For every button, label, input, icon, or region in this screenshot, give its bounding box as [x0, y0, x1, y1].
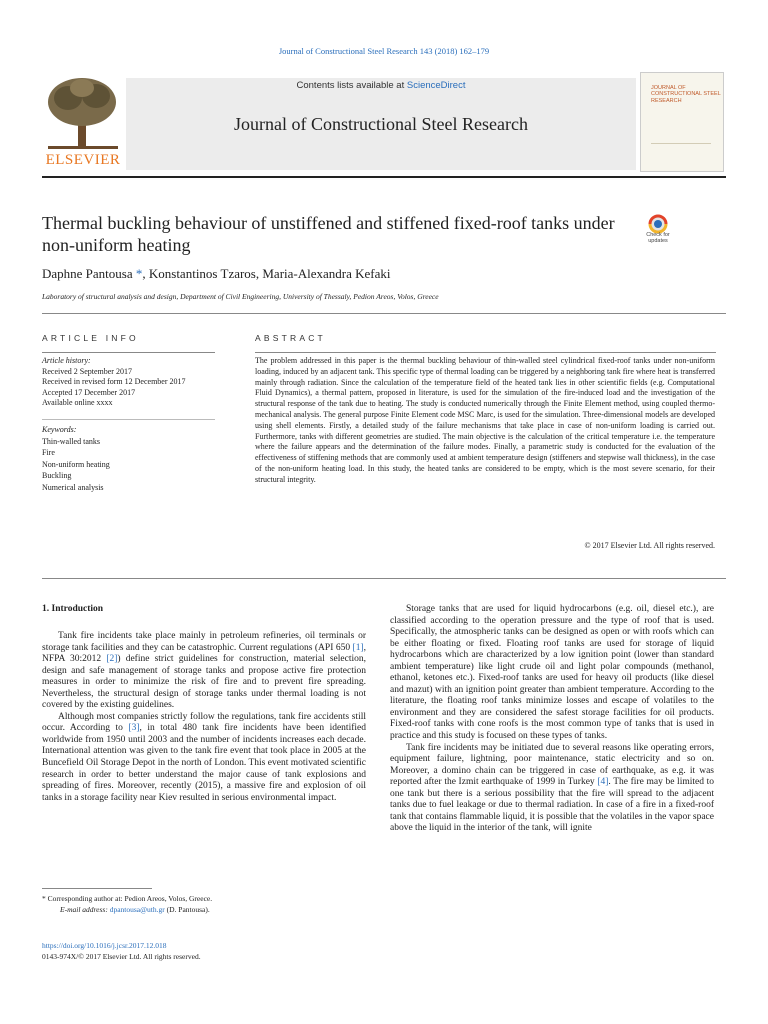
- history-item: Received in revised form 12 December 2017: [42, 377, 186, 386]
- email-link[interactable]: dpantousa@uth.gr: [109, 905, 165, 914]
- paper-title: Thermal buckling behaviour of unstiffened and stiffened fixed-roof tanks under non-uniform heating: [42, 213, 615, 255]
- paragraph: Tank fire incidents may be initiated due to several reasons like operating errors, equipment failure, lightning, poor maintenance, static electricity and so on. Moreover, a domino chain can be triggered in case of earthquake, as e.g. it was reported after the Izmit earthquake of 1999 in Turkey [4]. The fire may be limited to one tank but there is a serious possibility that the fire will spread to the adjacent tanks due to fuel leakage or due to thermal radiation. In case of a fire in a fixed-roof tank that contains flammable liquid, it is possible that the volatiles in the vapor space above the liquid in the interior of the tank, will ignite: [390, 742, 714, 834]
- publisher-logo-text: ELSEVIER: [45, 152, 121, 168]
- email-note: E-mail address: dpantousa@uth.gr (D. Pantousa).: [60, 905, 210, 914]
- cover-title: JOURNAL OF CONSTRUCTIONAL STEEL RESEARCH: [651, 85, 721, 104]
- introduction-heading: 1. Introduction: [42, 604, 104, 614]
- body-column-left: [42, 631, 366, 804]
- corresponding-note: * Corresponding author at: Pedion Areos, Volos, Greece.: [42, 894, 213, 903]
- footnote-rule: [42, 888, 152, 889]
- keywords-rule: [42, 419, 215, 420]
- masthead: [42, 72, 726, 172]
- contents-line: Contents lists available at ScienceDirect: [296, 80, 466, 91]
- article-info-heading: ARTICLE INFO: [42, 333, 139, 343]
- journal-banner: [126, 78, 636, 170]
- abstract-text: The problem addressed in this paper is the thermal buckling behaviour of thin-walled steel cylindrical fixed-roof tanks under non-uniform loading, induced by an adjacent tank. This specific type of thermal loading can be triggered by a neighboring tank fire where heat is transferred mainly through radiation. Since the calculation of the temperature field of the heated tank lies in other scientific fields (e.g. Computational Fluid Dynamics), a thermal pattern, proposed in literature, is used for the simulation of the fire-induced load and the investigation of the structural response of the tank due to heating. The study is conducted numerically through the Finite Element method, using coupled thermo-mechanical analysis. The general purpose Finite Element code MSC Marc, is used for the simulation. Three-dimensional models are developed using shell elements. Firstly, a detailed study of the failure mechanisms that take place in case of non-uniform loading is carried out. Furthermore, tanks with different geometries are studied. The main objective is the calculation of the critical temperature i.e. the temperature where the failure appears and the determination of the failure modes. Finally, a parametric study is conducted for the evaluation of the effectiveness of stiffening methods that are commonly used at ambient temperature design (stiffeners and stepwise wall thickness), in the case of the non-uniform heating load. In this study, the heated tanks are considered to be empty, which is the most severe scenario, for their structural integrity.: [255, 356, 715, 484]
- paragraph: Storage tanks that are used for liquid hydrocarbons (e.g. oil, diesel etc.), are classified according to the operation pressure and the type of roof that is used. Specifically, the atmospheric tanks can be designed as open or with roofs which can be either floating or fixed. Floating roof tanks are used for storage of liquid hydrocarbons which are characterized by a low ignition point (lower than standard ambient temperature) like light crude oil and light polar compounds (methanol, ethanol, ketones etc.). Fixed-roof tanks are used for heavy oil products (like diesel and mazut) with an ignition point greater than ambient temperature. According to the literature, the floating roof tanks minimize losses and escape of volatiles to the environment and they are considered the safest storage facilities for oil products. Fixed-roof tanks with cone roofs is the most common type of tanks that is used in practice and this study is focused on these types of tanks.: [390, 604, 714, 742]
- keyword: Thin-walled tanks: [42, 436, 100, 446]
- sciencedirect-link[interactable]: ScienceDirect: [406, 80, 466, 91]
- abstract-copyright: © 2017 Elsevier Ltd. All rights reserved.: [584, 541, 715, 550]
- reference-link[interactable]: [1]: [352, 642, 364, 653]
- header-rule: [42, 176, 726, 178]
- keywords-label: Keywords:: [42, 425, 77, 434]
- body-rule: [42, 578, 726, 579]
- abstract-rule: [255, 352, 716, 353]
- keyword: Buckling: [42, 471, 72, 480]
- journal-reference[interactable]: Journal of Constructional Steel Research 143 (2018) 162–179: [278, 46, 490, 56]
- author-list: Daphne Pantousa *, Konstantinos Tzaros, Maria-Alexandra Kefaki: [42, 266, 391, 281]
- paragraph: Tank fire incidents take place mainly in petroleum refineries, oil terminals or storage tank facilities and they can be catastrophic. Current regulations (API 650 [1], NFPA 30:2012 [2]) define strict guidelines for construction, material selection, design and safe management of storage tanks and propose active fire protection measures in order to minimize the risk of fire and to prevent fire spreading. Nevertheless, the structural design of storage tanks under thermal loading is not covered by the existing guidelines.: [42, 631, 366, 711]
- history-item: Available online xxxx: [42, 398, 113, 407]
- check-for-updates-label[interactable]: Check for updates: [646, 232, 670, 244]
- keyword: Fire: [42, 448, 55, 457]
- reference-link[interactable]: [2]: [106, 654, 118, 665]
- abstract-heading: ABSTRACT: [255, 333, 326, 343]
- section-rule: [42, 313, 726, 314]
- history-item: Received 2 September 2017: [42, 366, 132, 376]
- affiliation: Laboratory of structural analysis and design, Department of Civil Engineering, University of Thessaly, Pedion Areos, Volos, Greece: [42, 292, 439, 301]
- page-footer: [42, 940, 201, 962]
- doi-link[interactable]: https://doi.org/10.1016/j.jcsr.2017.12.018: [42, 941, 167, 950]
- keywords: [42, 424, 217, 493]
- footnote: [42, 893, 372, 915]
- history-label: Article history:: [42, 356, 91, 365]
- reference-link[interactable]: [3]: [128, 723, 140, 734]
- body-column-right: [390, 604, 714, 835]
- article-history: [42, 356, 217, 409]
- journal-cover-image[interactable]: [640, 72, 724, 172]
- journal-title[interactable]: Journal of Constructional Steel Research: [234, 114, 528, 134]
- paragraph: Although most companies strictly follow the regulations, tank fire accidents still occur. According to [3], in total 480 tank fire incidents have been identified worldwide from 1950 until 2003 and the number of incidents increases each decade. International attention was given to the tank fire event that took place in 2005 at the Buncefield Oil Storage Depot in the north of London. This event motivated scientific research in order to better understand the major cause of tank explosions and spreading of fires. Moreover, recently (2015), a massive fire and explosion of oil tanks in a storage facility near Kiev resulted in serious environmental impact.: [42, 711, 366, 803]
- keyword: Non-uniform heating: [42, 459, 110, 469]
- reference-link[interactable]: [4]: [597, 777, 609, 788]
- history-item: Accepted 17 December 2017: [42, 387, 136, 397]
- keyword: Numerical analysis: [42, 482, 104, 492]
- cover-decoration: [651, 143, 711, 158]
- issn-line: 0143-974X/© 2017 Elsevier Ltd. All rights reserved.: [42, 952, 201, 961]
- corresponding-author-link[interactable]: *: [135, 266, 143, 281]
- article-info-rule: [42, 352, 215, 353]
